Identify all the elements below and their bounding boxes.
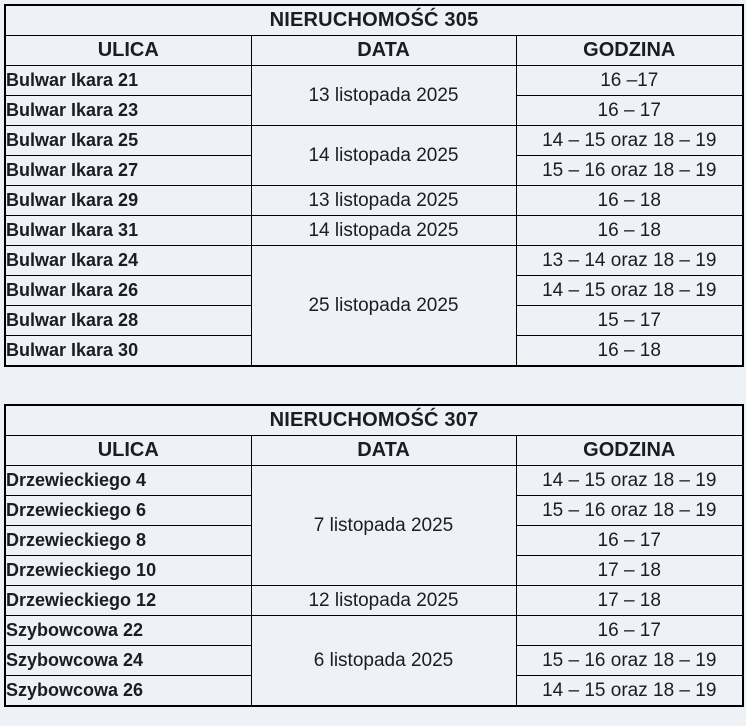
table-title: NIERUCHOMOŚĆ 307 <box>5 405 743 436</box>
ulica-cell: Bulwar Ikara 23 <box>5 96 251 126</box>
column-header-godzina: GODZINA <box>516 436 743 466</box>
column-header-ulica: ULICA <box>5 36 251 66</box>
schedule-table-307 <box>4 404 744 707</box>
godzina-cell: 16 –17 <box>516 66 743 96</box>
table-header-row <box>5 36 743 66</box>
ulica-cell: Bulwar Ikara 26 <box>5 276 251 306</box>
table-row <box>5 216 743 246</box>
table-row <box>5 586 743 616</box>
godzina-cell: 14 – 15 oraz 18 – 19 <box>516 276 743 306</box>
data-cell: 12 listopada 2025 <box>251 586 516 616</box>
ulica-cell: Drzewieckiego 4 <box>5 466 251 496</box>
ulica-cell: Bulwar Ikara 27 <box>5 156 251 186</box>
godzina-cell: 16 – 18 <box>516 216 743 246</box>
ulica-cell: Szybowcowa 24 <box>5 646 251 676</box>
godzina-cell: 16 – 17 <box>516 96 743 126</box>
column-header-data: DATA <box>251 436 516 466</box>
table-header-row <box>5 436 743 466</box>
data-cell: 7 listopada 2025 <box>251 466 516 586</box>
ulica-cell: Drzewieckiego 6 <box>5 496 251 526</box>
godzina-cell: 15 – 16 oraz 18 – 19 <box>516 496 743 526</box>
ulica-cell: Bulwar Ikara 24 <box>5 246 251 276</box>
ulica-cell: Szybowcowa 26 <box>5 676 251 707</box>
godzina-cell: 16 – 17 <box>516 616 743 646</box>
data-cell: 13 listopada 2025 <box>251 186 516 216</box>
table-title-row <box>5 5 743 36</box>
godzina-cell: 14 – 15 oraz 18 – 19 <box>516 466 743 496</box>
column-header-godzina: GODZINA <box>516 36 743 66</box>
table-title: NIERUCHOMOŚĆ 305 <box>5 5 743 36</box>
schedule-table-305 <box>4 4 744 367</box>
column-header-data: DATA <box>251 36 516 66</box>
godzina-cell: 17 – 18 <box>516 556 743 586</box>
table-row <box>5 466 743 496</box>
data-cell: 25 listopada 2025 <box>251 246 516 367</box>
table-row <box>5 186 743 216</box>
ulica-cell: Bulwar Ikara 28 <box>5 306 251 336</box>
table-row <box>5 616 743 646</box>
godzina-cell: 15 – 16 oraz 18 – 19 <box>516 156 743 186</box>
data-cell: 14 listopada 2025 <box>251 216 516 246</box>
table-row <box>5 66 743 96</box>
ulica-cell: Bulwar Ikara 21 <box>5 66 251 96</box>
godzina-cell: 13 – 14 oraz 18 – 19 <box>516 246 743 276</box>
table-title-row <box>5 405 743 436</box>
column-header-ulica: ULICA <box>5 436 251 466</box>
godzina-cell: 17 – 18 <box>516 586 743 616</box>
data-cell: 14 listopada 2025 <box>251 126 516 186</box>
ulica-cell: Drzewieckiego 12 <box>5 586 251 616</box>
ulica-cell: Drzewieckiego 8 <box>5 526 251 556</box>
ulica-cell: Bulwar Ikara 31 <box>5 216 251 246</box>
godzina-cell: 14 – 15 oraz 18 – 19 <box>516 126 743 156</box>
godzina-cell: 15 – 17 <box>516 306 743 336</box>
table-row <box>5 126 743 156</box>
ulica-cell: Drzewieckiego 10 <box>5 556 251 586</box>
ulica-cell: Bulwar Ikara 25 <box>5 126 251 156</box>
table-row <box>5 246 743 276</box>
godzina-cell: 15 – 16 oraz 18 – 19 <box>516 646 743 676</box>
ulica-cell: Bulwar Ikara 29 <box>5 186 251 216</box>
godzina-cell: 16 – 18 <box>516 186 743 216</box>
godzina-cell: 16 – 18 <box>516 336 743 367</box>
data-cell: 13 listopada 2025 <box>251 66 516 126</box>
ulica-cell: Szybowcowa 22 <box>5 616 251 646</box>
ulica-cell: Bulwar Ikara 30 <box>5 336 251 367</box>
data-cell: 6 listopada 2025 <box>251 616 516 707</box>
godzina-cell: 16 – 17 <box>516 526 743 556</box>
godzina-cell: 14 – 15 oraz 18 – 19 <box>516 676 743 707</box>
